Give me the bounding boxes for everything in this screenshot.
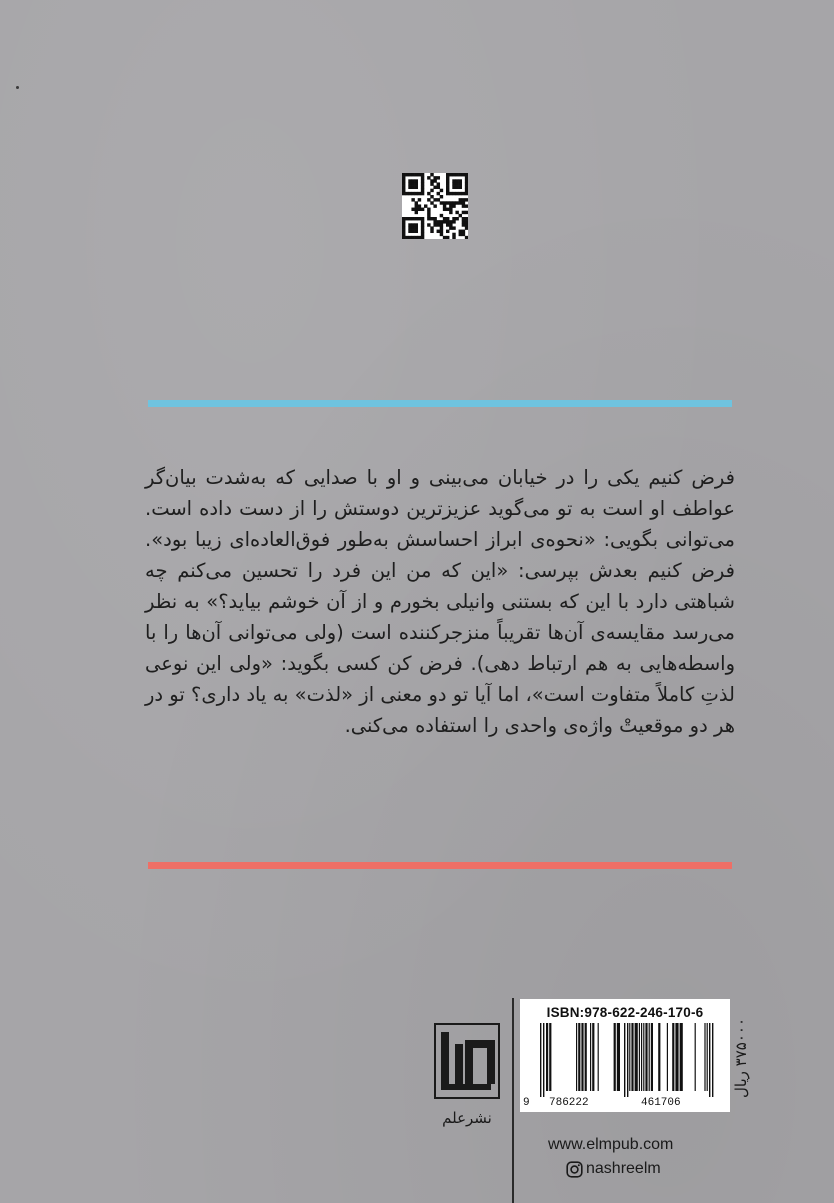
qr-code-icon	[402, 173, 468, 239]
barcode-icon	[528, 1023, 722, 1097]
description-paragraph: فرض کنیم یکی را در خیابان می‌بینی و او با صدایی که به‌شدت بیان‌گر عواطف او است به تو می‌گوید عزیزترین دوستش را از دست داده است. می‌توانی بگویی: «نحوه‌ی ابراز احساسش به‌طور فوق‌العاده‌ای زیبا بود». فرض کنیم بعدش بپرسی: «این که من این فرد را تحسین می‌کنم چه شباهتی دارد با این که بستنی وانیلی بخورم و از آن خوشم بیاید؟» به نظر می‌رسد مقایسه‌ی آن‌ها تقریباً منزجرکننده است (ولی می‌توانی آن‌ها را با واسطه‌هایی به هم ارتباط دهی). فرض کن کسی بگوید: «ولی این نوعی لذتِ کاملاً متفاوت است»، اما آیا تو دو معنی از «لذت» به یاد داری؟ تو در هر دو موقعیتْ واژه‌ی واحدی را استفاده می‌کنی.	[145, 466, 735, 737]
instagram-handle-row	[566, 1158, 661, 1180]
barcode-digit-first: 9	[523, 1097, 530, 1109]
barcode-digits-left: 786222	[549, 1097, 589, 1109]
back-cover-description	[145, 462, 735, 741]
instagram-handle: nashreelm	[586, 1160, 661, 1177]
publisher-logo-icon	[433, 1022, 501, 1100]
price-label	[725, 998, 757, 1118]
price-text: ۳۷۵۰۰۰ ریال	[732, 1018, 750, 1098]
instagram-icon	[566, 1161, 583, 1178]
publisher-name: نشرعلم	[442, 1109, 492, 1127]
isbn-label: ISBN:978-622-246-170-6	[546, 1005, 704, 1020]
website-url: www.elmpub.com	[548, 1136, 674, 1153]
barcode-box	[520, 999, 730, 1112]
top-color-rule	[148, 400, 732, 407]
barcode-digits-right: 461706	[641, 1097, 681, 1109]
bottom-color-rule	[148, 862, 732, 869]
divider-line	[512, 998, 514, 1203]
dust-speck	[16, 86, 19, 89]
